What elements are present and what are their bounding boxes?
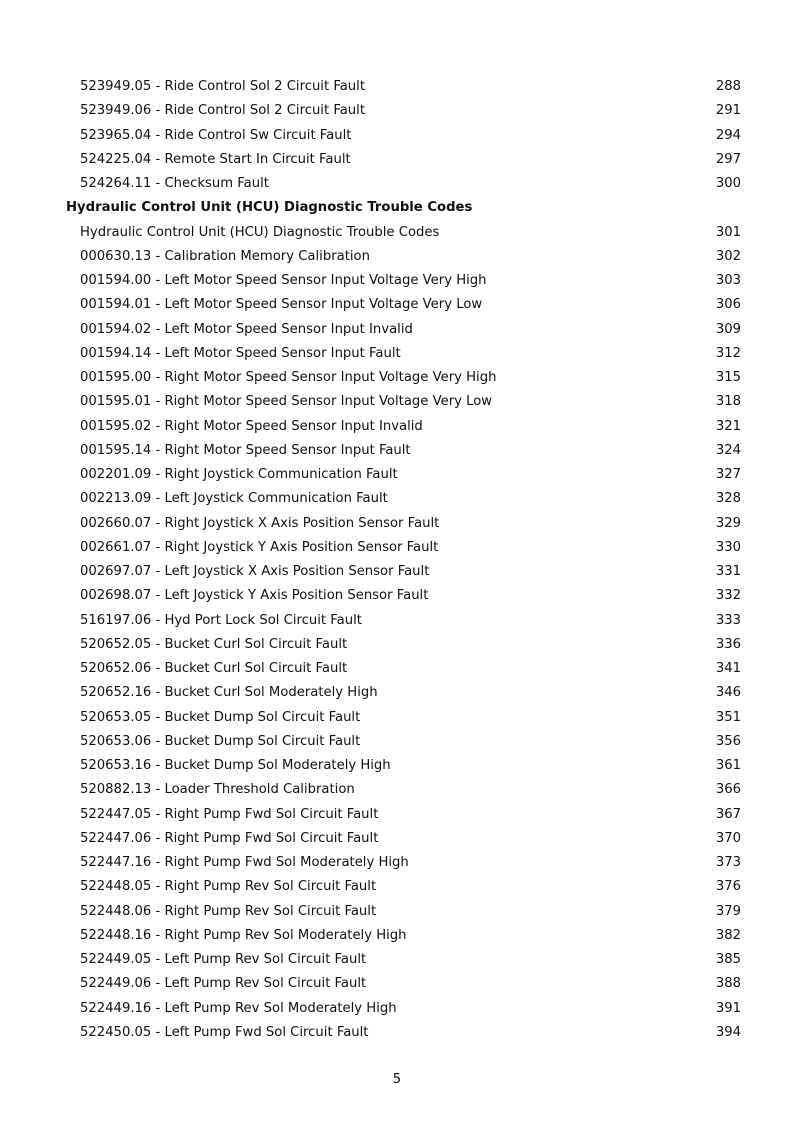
toc-entry-page: 356 [715, 733, 741, 749]
toc-entry[interactable] [0, 463, 794, 487]
toc-entry-title: 001594.01 - Left Motor Speed Sensor Input Voltage Very Low [80, 297, 483, 313]
toc-entry-title: 522447.16 - Right Pump Fwd Sol Moderately High [80, 855, 409, 870]
toc-entry-page: 385 [715, 952, 741, 967]
toc-entry-title: 522450.05 - Left Pump Fwd Sol Circuit Fault [80, 1024, 369, 1040]
toc-entry-page: 370 [715, 830, 741, 846]
toc-entry[interactable] [0, 754, 794, 778]
toc-entry-title: 001595.14 - Right Motor Speed Sensor Input Fault [80, 442, 411, 458]
toc-entry-title: 522448.06 - Right Pump Rev Sol Circuit Fault [80, 903, 377, 919]
toc-section-heading[interactable] [0, 196, 794, 220]
toc-entry-title: 522449.16 - Left Pump Rev Sol Moderately High [80, 1000, 397, 1016]
toc-entry-page: 394 [715, 1024, 741, 1040]
toc-entry-page: 330 [715, 539, 741, 555]
toc-entry-page: 341 [715, 661, 741, 676]
toc-entry-title: 001594.00 - Left Motor Speed Sensor Input Voltage Very High [80, 273, 487, 288]
toc-entry[interactable] [0, 681, 794, 705]
toc-entry[interactable] [0, 536, 794, 560]
toc-entry-page: 361 [715, 758, 741, 773]
toc-entry-page: 333 [715, 612, 741, 628]
toc-entry[interactable] [0, 730, 794, 754]
toc-entry-title: 002201.09 - Right Joystick Communication Fault [80, 467, 398, 482]
toc-entry[interactable] [0, 803, 794, 827]
toc-entry-page: 303 [715, 273, 741, 288]
toc-entry[interactable] [0, 415, 794, 439]
toc-entry-page: 321 [715, 418, 741, 434]
toc-entry-title: 520652.05 - Bucket Curl Sol Circuit Fault [80, 636, 348, 652]
toc-entry[interactable] [0, 997, 794, 1021]
toc-entry[interactable] [0, 875, 794, 899]
toc-entry-page: 327 [715, 467, 741, 482]
toc-entry-title: Hydraulic Control Unit (HCU) Diagnostic Trouble Codes [80, 224, 440, 240]
toc-entry-page: 315 [715, 370, 741, 385]
toc-entry-title: 520652.16 - Bucket Curl Sol Moderately High [80, 685, 378, 701]
toc-entry-title: 523965.04 - Ride Control Sw Circuit Fault [80, 127, 352, 143]
toc-entry-title: 002698.07 - Left Joystick Y Axis Position Sensor Fault [80, 588, 429, 604]
toc-entry-page: 373 [715, 855, 741, 870]
toc-entry[interactable] [0, 706, 794, 730]
toc-entry-title: Hydraulic Control Unit (HCU) Diagnostic Trouble Codes [66, 200, 473, 216]
toc-entry-title: 520653.16 - Bucket Dump Sol Moderately High [80, 758, 391, 773]
toc-entry-page: 366 [715, 782, 741, 798]
toc-entry[interactable] [0, 948, 794, 972]
toc-entry[interactable] [0, 633, 794, 657]
toc-entry-page: 329 [715, 515, 741, 531]
toc-entry-title: 520652.06 - Bucket Curl Sol Circuit Fault [80, 661, 348, 676]
toc-entry-page: 318 [715, 394, 741, 410]
toc-entry-title: 001594.14 - Left Motor Speed Sensor Input Fault [80, 345, 401, 361]
toc-entry-title: 524225.04 - Remote Start In Circuit Fault [80, 151, 351, 167]
toc-entry-title: 520653.06 - Bucket Dump Sol Circuit Fault [80, 733, 361, 749]
toc-entry[interactable] [0, 148, 794, 172]
toc-entry-page: 309 [715, 321, 741, 337]
toc-entry-page: 294 [715, 127, 741, 143]
toc-entry-title: 001595.00 - Right Motor Speed Sensor Input Voltage Very High [80, 370, 497, 385]
toc-entry-page: 367 [715, 806, 741, 822]
toc-entry-page: 391 [715, 1000, 741, 1016]
toc-entry[interactable] [0, 487, 794, 511]
toc-entry-page: 379 [715, 903, 741, 919]
toc-entry-page: 306 [715, 297, 741, 313]
toc-entry-page: 388 [715, 976, 741, 992]
toc-entry[interactable] [0, 609, 794, 633]
toc-entry[interactable] [0, 439, 794, 463]
toc-entry[interactable] [0, 99, 794, 123]
toc-entry[interactable] [0, 584, 794, 608]
toc-entry-page: 297 [715, 151, 741, 167]
toc-entry-page: 302 [715, 248, 741, 264]
toc-entry[interactable] [0, 293, 794, 317]
toc-entry-page: 336 [715, 636, 741, 652]
toc-entry-title: 002697.07 - Left Joystick X Axis Position Sensor Fault [80, 564, 430, 579]
toc-entry-title: 522448.05 - Right Pump Rev Sol Circuit Fault [80, 879, 377, 895]
toc-entry[interactable] [0, 172, 794, 196]
toc-entry-title: 001595.02 - Right Motor Speed Sensor Input Invalid [80, 418, 423, 434]
toc-entry-title: 001595.01 - Right Motor Speed Sensor Input Voltage Very Low [80, 394, 493, 410]
toc-entry-page: 351 [715, 709, 741, 725]
toc-entry[interactable] [0, 221, 794, 245]
toc-entry-title: 520653.05 - Bucket Dump Sol Circuit Fault [80, 709, 361, 725]
toc-entry-title: 522449.06 - Left Pump Rev Sol Circuit Fault [80, 976, 367, 992]
toc-entry-page: 312 [715, 345, 741, 361]
toc-entry[interactable] [0, 560, 794, 584]
toc-entry-title: 522447.06 - Right Pump Fwd Sol Circuit Fault [80, 830, 379, 846]
toc-entry-page: 300 [715, 176, 741, 191]
toc-entry[interactable] [0, 657, 794, 681]
toc-entry-title: 522447.05 - Right Pump Fwd Sol Circuit Fault [80, 806, 379, 822]
toc-entry-title: 516197.06 - Hyd Port Lock Sol Circuit Fault [80, 612, 362, 628]
toc-entry-page: 328 [715, 491, 741, 507]
toc-entry[interactable] [0, 972, 794, 996]
toc-entry[interactable] [0, 318, 794, 342]
toc-entry-title: 520882.13 - Loader Threshold Calibration [80, 782, 355, 798]
toc-entry-title: 002213.09 - Left Joystick Communication Fault [80, 491, 388, 507]
toc-entry-page: 291 [715, 103, 741, 119]
toc-entry[interactable] [0, 245, 794, 269]
toc-entry[interactable] [0, 1021, 794, 1045]
toc-entry-page: 332 [715, 588, 741, 604]
toc-entry[interactable] [0, 900, 794, 924]
toc-entry-title: 522449.05 - Left Pump Rev Sol Circuit Fault [80, 952, 367, 967]
toc-entry[interactable] [0, 124, 794, 148]
toc-entry[interactable] [0, 778, 794, 802]
table-of-contents [0, 75, 794, 1045]
toc-entry-page: 324 [715, 442, 741, 458]
toc-entry-title: 002660.07 - Right Joystick X Axis Position Sensor Fault [80, 515, 440, 531]
toc-entry[interactable] [0, 512, 794, 536]
toc-entry-title: 522448.16 - Right Pump Rev Sol Moderately High [80, 927, 407, 943]
toc-entry[interactable] [0, 390, 794, 414]
toc-entry-title: 002661.07 - Right Joystick Y Axis Position Sensor Fault [80, 539, 439, 555]
toc-entry-title: 523949.06 - Ride Control Sol 2 Circuit Fault [80, 103, 365, 119]
toc-entry-page: 288 [715, 79, 741, 94]
toc-entry[interactable] [0, 827, 794, 851]
toc-entry[interactable] [0, 342, 794, 366]
toc-entry-page: 331 [715, 564, 741, 579]
toc-entry-title: 523949.05 - Ride Control Sol 2 Circuit Fault [80, 79, 365, 94]
page-number: 5 [392, 1072, 402, 1087]
toc-entry[interactable] [0, 924, 794, 948]
toc-entry[interactable] [0, 269, 794, 293]
toc-entry-title: 001594.02 - Left Motor Speed Sensor Input Invalid [80, 321, 413, 337]
toc-entry-page: 301 [715, 224, 741, 240]
toc-entry-title: 000630.13 - Calibration Memory Calibration [80, 248, 370, 264]
toc-entry[interactable] [0, 366, 794, 390]
toc-entry-title: 524264.11 - Checksum Fault [80, 176, 269, 191]
toc-entry[interactable] [0, 75, 794, 99]
toc-entry[interactable] [0, 851, 794, 875]
toc-entry-page: 346 [715, 685, 741, 701]
toc-entry-page: 382 [715, 927, 741, 943]
toc-entry-page: 376 [715, 879, 741, 895]
